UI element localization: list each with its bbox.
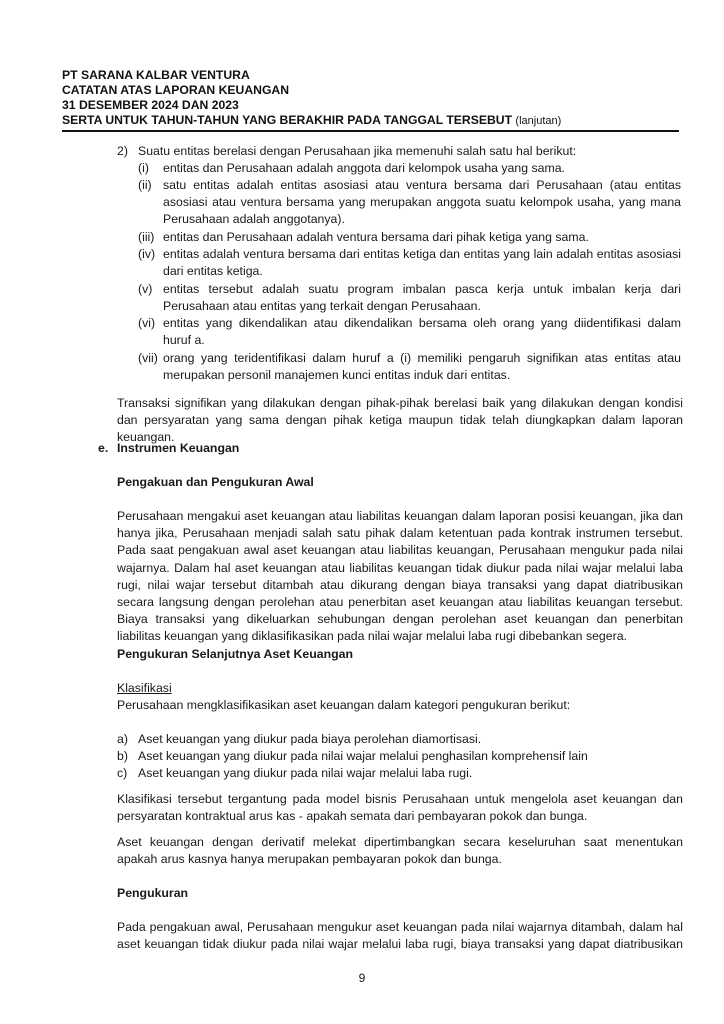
measurement-heading: Pengukuran: [117, 886, 189, 900]
measurement-body: Pada pengakuan awal, Perusahaan mengukur aset keuangan pada nilai wajarnya ditambah, dalam hal aset keuangan tidak diukur pada nilai wajar melalui laba rugi, biaya transaksi yang dapat diatribusikan: [117, 920, 683, 952]
list-item-marker: (iii): [138, 230, 155, 244]
subsequent-heading: Pengukuran Selanjutnya Aset Keuangan: [117, 647, 353, 661]
category-item: Aset keuangan yang diukur pada biaya perolehan diamortisasi.: [138, 732, 482, 746]
report-date: 31 DESEMBER 2024 DAN 2023: [62, 98, 239, 112]
page-number: 9: [358, 971, 366, 985]
list-item: entitas dan Perusahaan adalah ventura bersama dari pihak ketiga yang sama.: [163, 230, 589, 244]
related-party-number: 2): [117, 144, 128, 158]
related-party-closing: Transaksi signifikan yang dilakukan dengan pihak-pihak berelasi baik yang dilakukan dengan kondisi dan persyaratan yang sama dengan pihak ketiga maupun tidak telah diungkapkan dalam laporan keuangan.: [117, 396, 683, 445]
initial-body: Perusahaan mengakui aset keuangan atau liabilitas keuangan dalam laporan posisi keuangan, jika dan hanya jika, Perusahaan menjadi salah satu pihak dalam ketentuan pada kontrak instrumen tersebut. Pada saat pengakuan awal aset keuangan atau liabilitas keuangan, Perusahaan mengukur pada nilai wajarnya. Dalam hal aset keuangan atau liabilitas keuangan tidak diukur pada nilai wajar melalui laba rugi, nilai wajar tersebut ditambah atau dikurang dengan biaya transaksi yang dapat diatribusikan secara langsung dengan perolehan atau penerbitan aset keuangan atau liabilitas keuangan tersebut. Biaya transaksi yang dikeluarkan sehubungan dengan perolehan aset keuangan dan penerbitan liabilitas keuangan yang diklasifikasikan pada nilai wajar melalui laba rugi dibebankan segera.: [117, 509, 683, 644]
list-item-marker: (ii): [138, 178, 152, 192]
report-period: [62, 113, 561, 129]
list-item-marker: (iv): [138, 247, 156, 261]
continued-label: (lanjutan): [515, 115, 562, 127]
header-rule: [62, 130, 679, 132]
category-marker: a): [117, 732, 128, 746]
company-name: PT SARANA KALBAR VENTURA: [62, 68, 250, 82]
list-item: entitas tersebut adalah suatu program imbalan pasca kerja untuk imbalan kerja dari Perusahaan atau entitas yang terkait dengan Perusahaan.: [163, 282, 681, 314]
section-marker: e.: [98, 441, 109, 455]
classification-label: Klasifikasi: [117, 681, 172, 695]
document-title: CATATAN ATAS LAPORAN KEUANGAN: [62, 83, 290, 97]
category-item: Aset keuangan yang diukur pada nilai wajar melalui laba rugi.: [138, 766, 473, 780]
category-item: Aset keuangan yang diukur pada nilai wajar melalui penghasilan komprehensif lain: [138, 749, 588, 763]
classification-intro: Perusahaan mengklasifikasikan aset keuangan dalam kategori pengukuran berikut:: [117, 698, 571, 712]
list-item: satu entitas adalah entitas asosiasi atau ventura bersama dari Perusahaan (atau entitas asosiasi atau ventura bersama yang merupakan anggota suatu kelompok usaha, yang mana Perusahaan adalah anggotanya).: [163, 178, 681, 227]
list-item-marker: (i): [138, 161, 149, 175]
list-item: orang yang teridentifikasi dalam huruf a (i) memiliki pengaruh signifikan atas entitas atau merupakan personil manajemen kunci entitas induk dari entitas.: [163, 351, 681, 383]
list-item: entitas dan Perusahaan adalah anggota dari kelompok usaha yang sama.: [163, 161, 565, 175]
period-text: SERTA UNTUK TAHUN-TAHUN YANG BERAKHIR PADA TANGGAL TERSEBUT: [62, 113, 513, 127]
list-item: entitas adalah ventura bersama dari entitas ketiga dan entitas yang lain adalah entitas asosiasi dari entitas ketiga.: [163, 247, 681, 279]
related-party-intro: Suatu entitas berelasi dengan Perusahaan jika memenuhi salah satu hal berikut:: [138, 144, 577, 158]
initial-heading: Pengakuan dan Pengukuran Awal: [117, 475, 314, 489]
list-item-marker: (v): [138, 282, 153, 296]
list-item-marker: (vi): [138, 316, 156, 330]
list-item-marker: (vii): [138, 351, 158, 365]
list-item: entitas yang dikendalikan atau dikendalikan bersama oleh orang yang diidentifikasi dalam huruf a.: [163, 316, 681, 348]
category-marker: b): [117, 749, 128, 763]
category-marker: c): [117, 766, 128, 780]
classification-paragraph: Klasifikasi tersebut tergantung pada model bisnis Perusahaan untuk mengelola aset keuangan dan persyaratan kontraktual arus kas - apakah semata dari pembayaran pokok dan bunga.: [117, 792, 683, 824]
embedded-derivative-paragraph: Aset keuangan dengan derivatif melekat dipertimbangkan secara keseluruhan saat menentukan apakah arus kasnya hanya merupakan pembayaran pokok dan bunga.: [117, 835, 683, 867]
section-title: Instrumen Keuangan: [117, 441, 240, 455]
